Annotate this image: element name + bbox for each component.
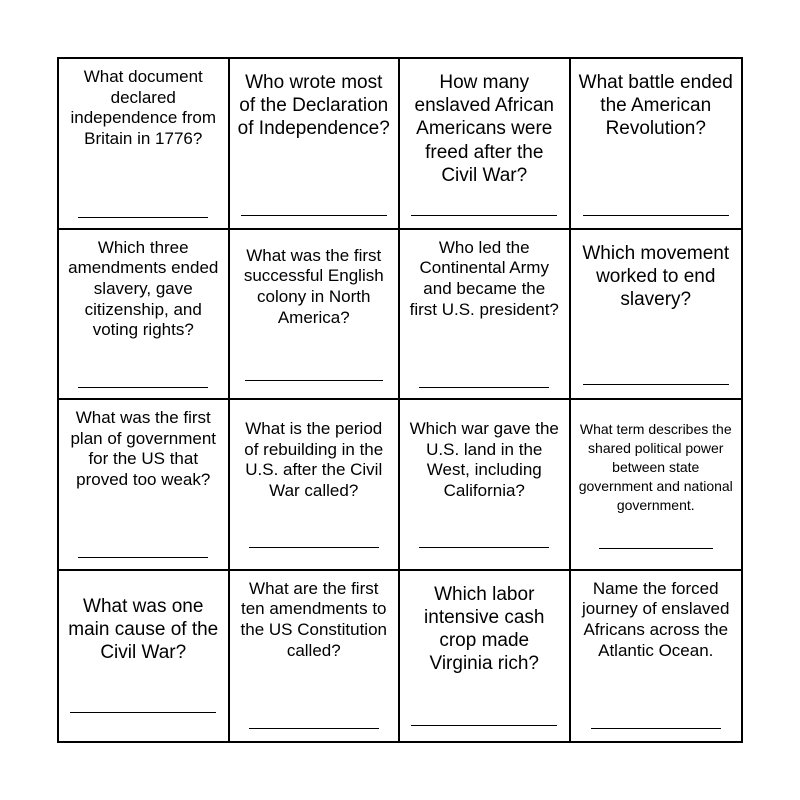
answer-line: [599, 548, 713, 549]
cell-question: What document declared independence from Britain in 1776?: [70, 67, 217, 149]
answer-line: [241, 215, 387, 216]
answer-line: [78, 557, 208, 558]
cell-question: What battle ended the American Revolution?: [578, 72, 733, 140]
bingo-cell: [59, 571, 230, 742]
answer-line: [591, 728, 721, 729]
bingo-cell: [59, 400, 230, 571]
bingo-cell: [400, 230, 571, 401]
bingo-cell: [400, 59, 571, 230]
bingo-cell: [230, 400, 401, 571]
cell-question: What was one main cause of the Civil War?: [68, 595, 219, 663]
answer-line: [583, 215, 729, 216]
bingo-cell: [571, 571, 742, 742]
answer-line: [249, 728, 379, 729]
cell-question: Which three amendments ended slavery, gave citizenship, and voting rights?: [68, 237, 219, 340]
cell-question: What are the first ten amendments to the US Constitution called?: [240, 578, 387, 660]
bingo-cell: [230, 571, 401, 742]
bingo-cell: [400, 400, 571, 571]
answer-line: [78, 217, 208, 218]
bingo-cell: [571, 59, 742, 230]
bingo-cell: [230, 230, 401, 401]
bingo-cell: [571, 230, 742, 401]
bingo-cell: [571, 400, 742, 571]
bingo-cell: [59, 230, 230, 401]
answer-line: [249, 547, 379, 548]
cell-question: How many enslaved African Americans were freed after the Civil War?: [414, 72, 554, 186]
bingo-card-grid: [57, 57, 743, 743]
cell-question: Who led the Continental Army and became the first U.S. president?: [409, 237, 559, 319]
answer-line: [70, 712, 216, 713]
answer-line: [411, 215, 557, 216]
cell-question: What was the first successful English colony in North America?: [243, 245, 384, 327]
answer-line: [583, 384, 729, 385]
answer-line: [245, 380, 383, 381]
answer-line: [78, 387, 208, 388]
cell-question: Which labor intensive cash crop made Virginia rich?: [424, 583, 545, 675]
bingo-cell: [400, 571, 571, 742]
cell-question: Which war gave the U.S. land in the West, including California?: [409, 419, 559, 501]
cell-question: Name the forced journey of enslaved Africans across the Atlantic Ocean.: [582, 578, 730, 660]
answer-line: [419, 387, 549, 388]
answer-line: [419, 547, 549, 548]
cell-question: What was the first plan of government for the US that proved too weak?: [70, 408, 217, 490]
bingo-cell: [59, 59, 230, 230]
answer-line: [411, 725, 557, 726]
cell-question: Who wrote most of the Declaration of Independence?: [237, 72, 390, 140]
cell-question: Which movement worked to end slavery?: [582, 242, 730, 310]
bingo-cell: [230, 59, 401, 230]
cell-question: What term describes the shared political power between state government and national government.: [578, 421, 733, 514]
cell-question: What is the period of rebuilding in the U.S. after the Civil War called?: [244, 419, 384, 501]
